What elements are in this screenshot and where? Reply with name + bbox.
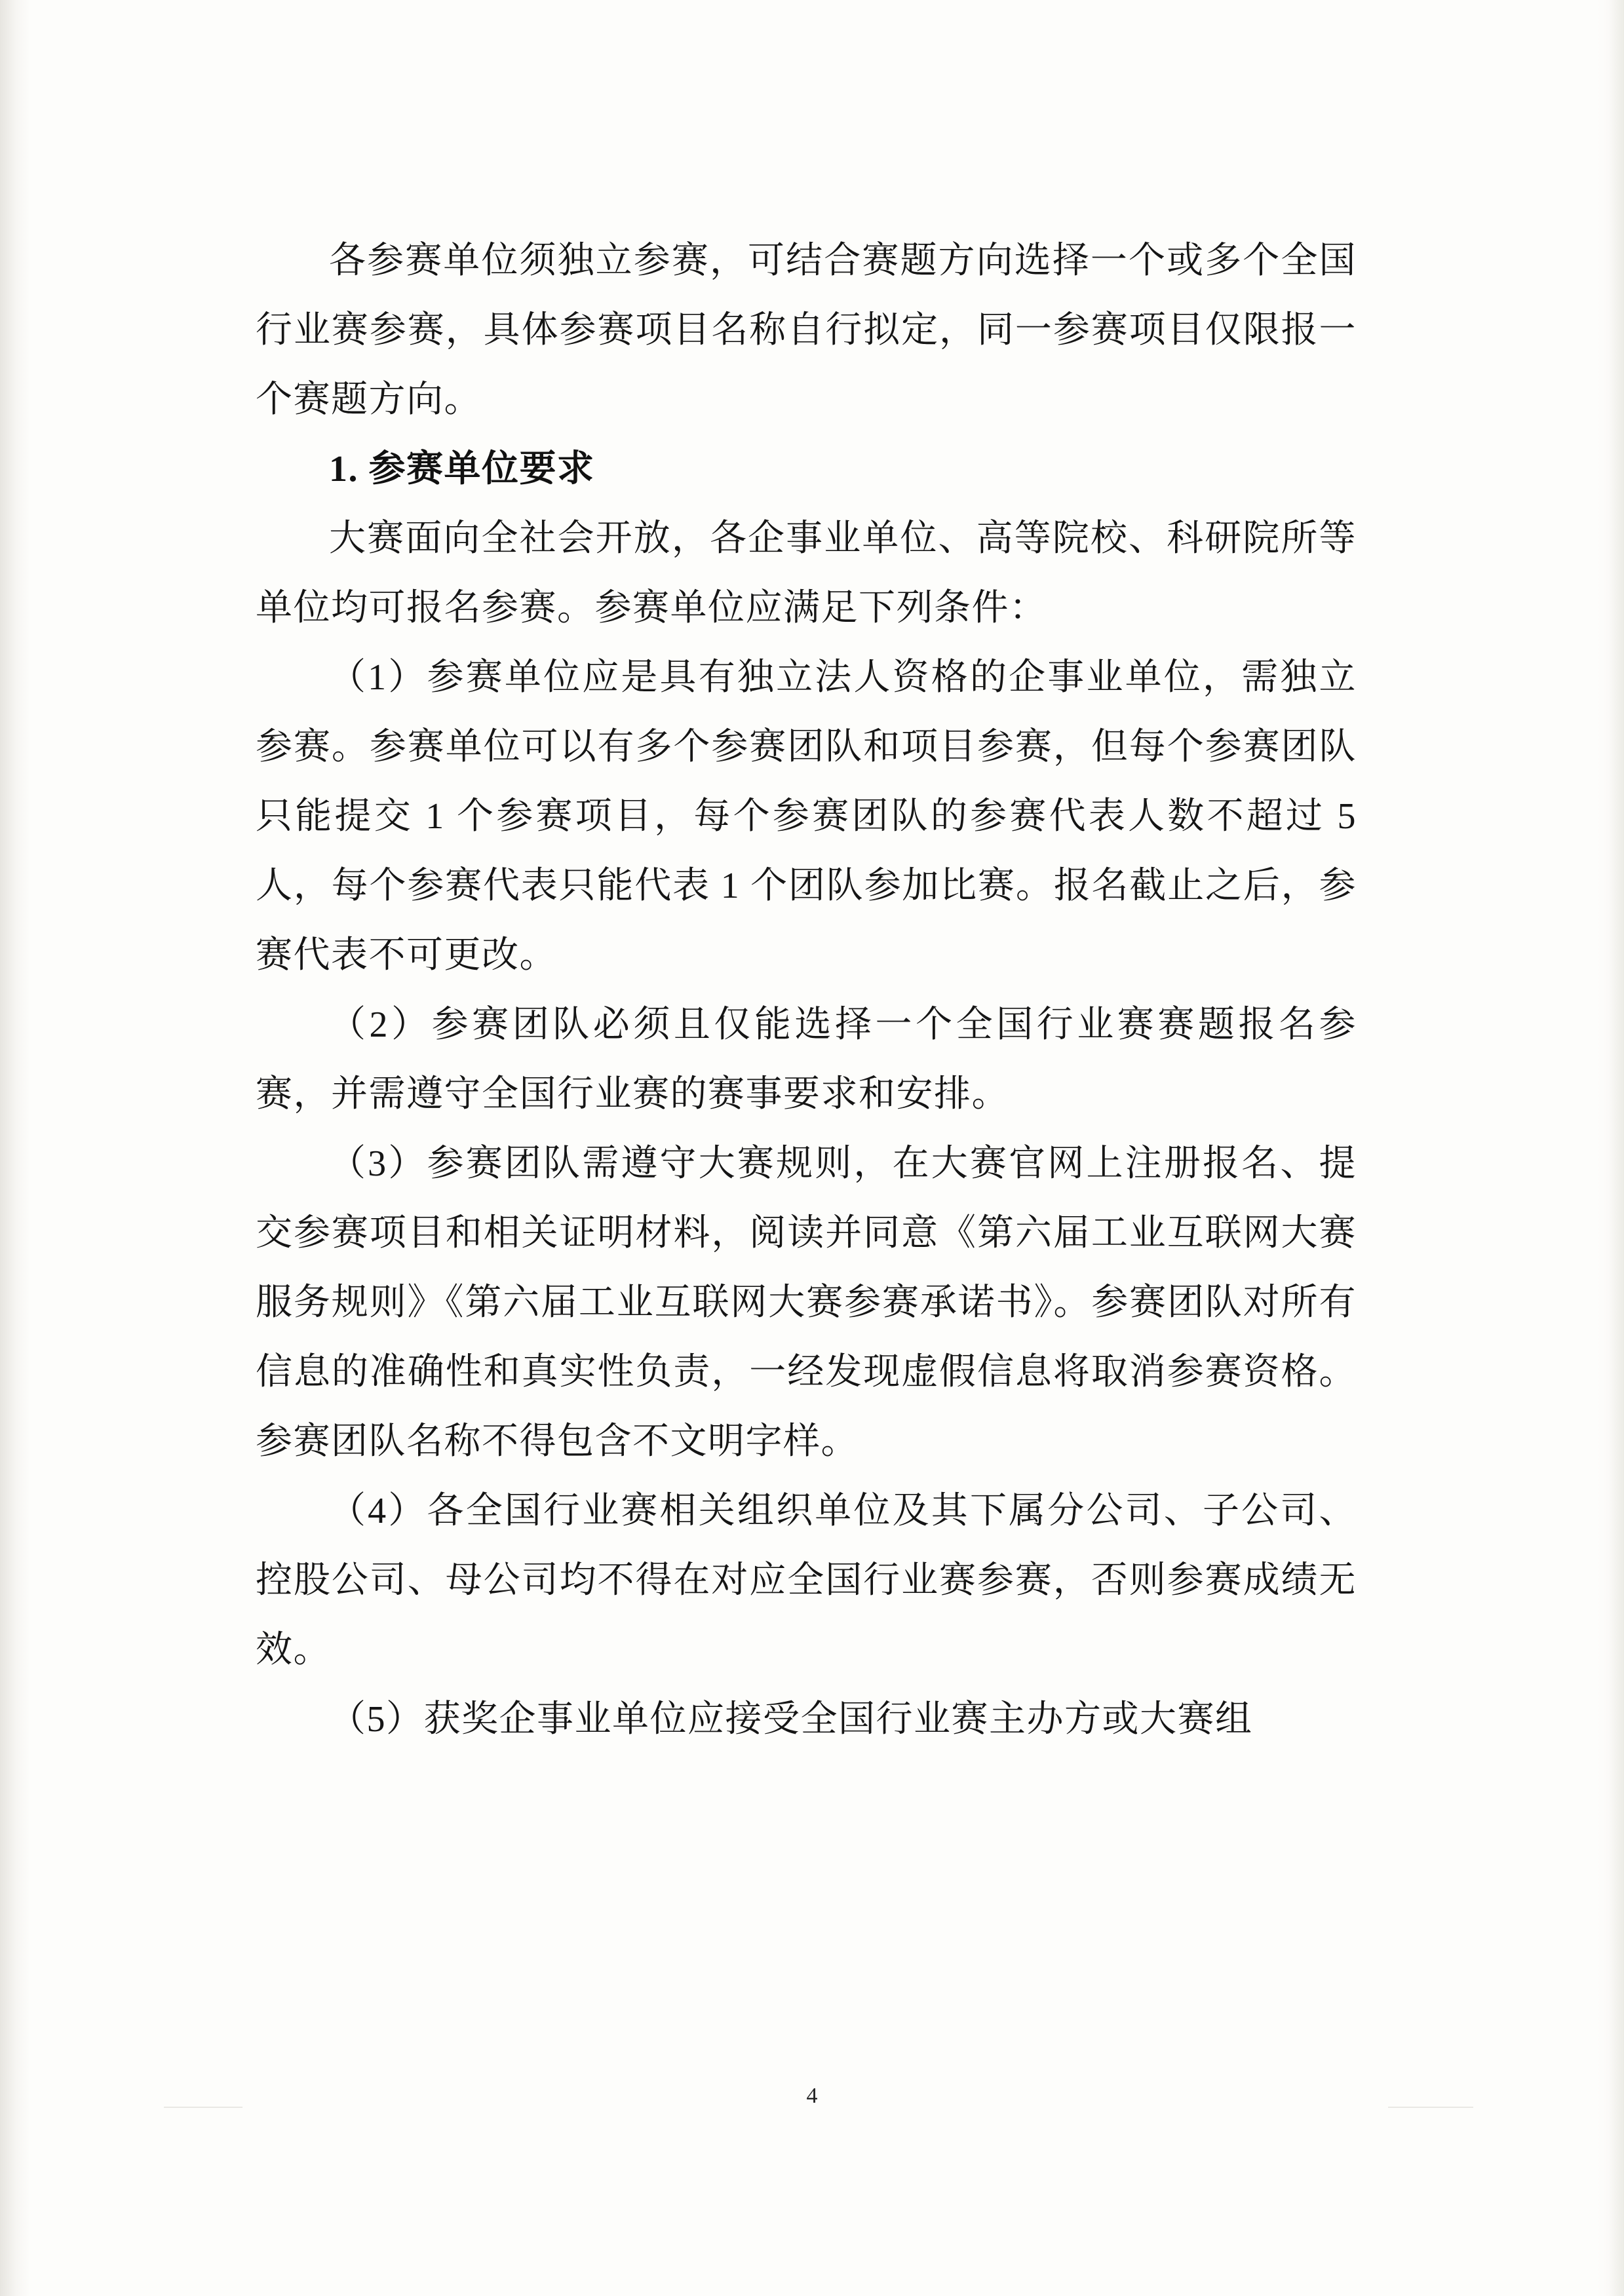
paragraph-item-4: （4）各全国行业赛相关组织单位及其下属分公司、子公司、控股公司、母公司均不得在对应全国行业赛参赛，否则参赛成绩无效。 xyxy=(256,1491,1357,1670)
page-number: 4 xyxy=(806,2084,818,2108)
heading-entry-requirements: 1. 参赛单位要求 xyxy=(329,449,595,489)
paragraph-intro: 各参赛单位须独立参赛，可结合赛题方向选择一个或多个全国行业赛参赛，具体参赛项目名称自行拟定，同一参赛项目仅限报一个赛题方向。 xyxy=(256,240,1357,420)
paragraph-item-1: （1）参赛单位应是具有独立法人资格的企事业单位，需独立参赛。参赛单位可以有多个参赛团队和项目参赛，但每个参赛团队只能提交 1 个参赛项目，每个参赛团队的参赛代表人数不超过 5 人，每个参赛代表只能代表 1 个团队参加比赛。报名截止之后，参赛代表不可更改。 xyxy=(256,657,1357,976)
paragraph-open-to-society: 大赛面向全社会开放，各企事业单位、高等院校、科研院所等单位均可报名参赛。参赛单位应满足下列条件： xyxy=(256,518,1357,628)
paragraph-item-2: （2）参赛团队必须且仅能选择一个全国行业赛赛题报名参赛，并需遵守全国行业赛的赛事要求和安排。 xyxy=(256,1004,1357,1115)
paragraph-item-5: （5）获奖企事业单位应接受全国行业赛主办方或大赛组 xyxy=(329,1699,1253,1740)
document-body xyxy=(256,226,1357,1754)
paragraph-item-3: （3）参赛团队需遵守大赛规则，在大赛官网上注册报名、提交参赛项目和相关证明材料，阅读并同意《第六届工业互联网大赛服务规则》《第六届工业互联网大赛参赛承诺书》。参赛团队对所有信息的准确性和真实性负责，一经发现虚假信息将取消参赛资格。参赛团队名称不得包含不文明字样。 xyxy=(256,1143,1357,1462)
